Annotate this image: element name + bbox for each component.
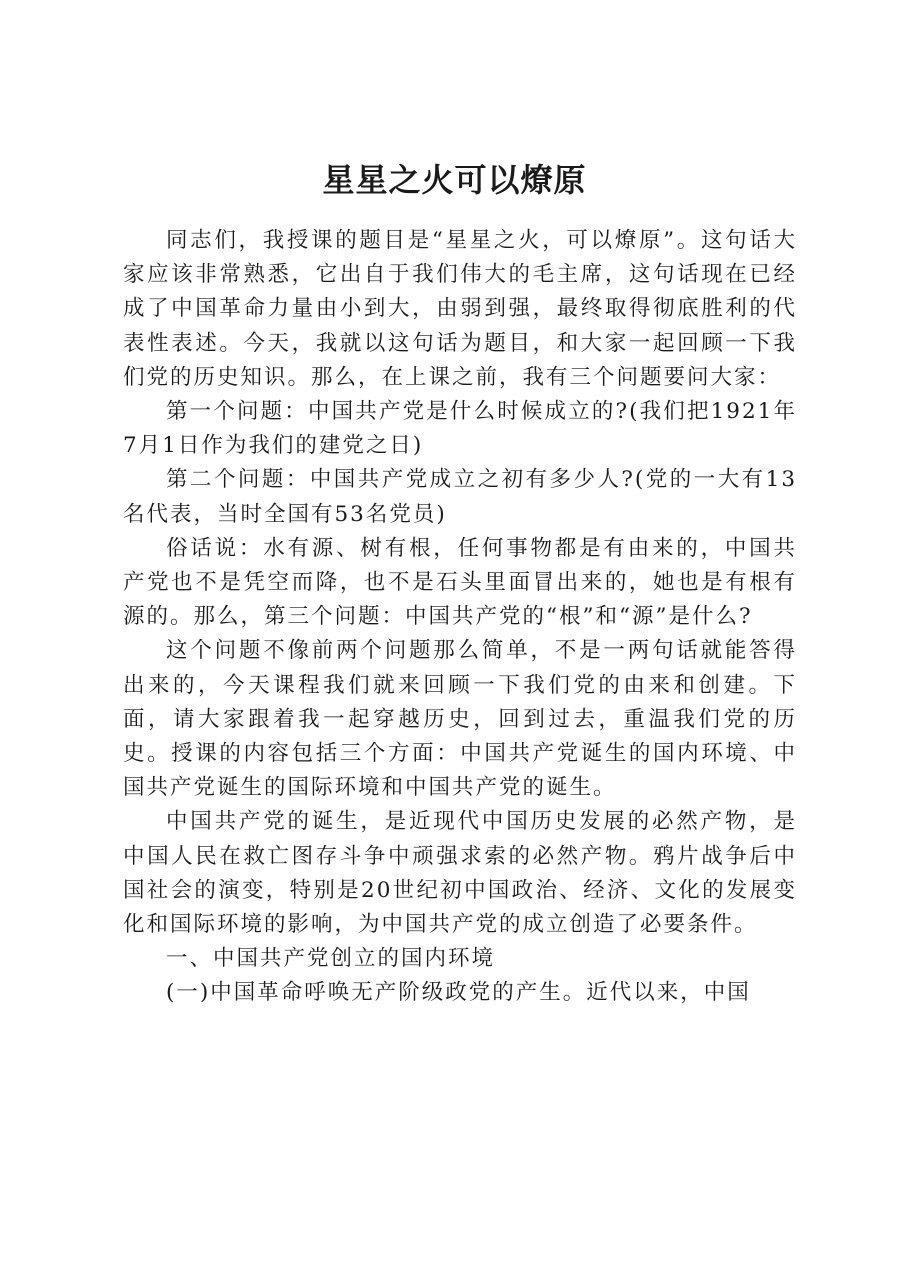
paragraph-intro: 同志们，我授课的题目是“星星之火，可以燎原”。这句话大家应该非常熟悉，它出自于我们伟大的毛主席，这句话现在已经成了中国革命力量由小到大，由弱到强，最终取得彻底胜利的代表性表述。今天，我就以这句话为题目，和大家一起回顾一下我们党的历史知识。那么，在上课之前，我有三个问题要问大家：	[123, 228, 797, 390]
subsection-paragraph-1: (一)中国革命呼唤无产阶级政党的产生。近代以来，中国	[166, 980, 751, 1006]
document-title: 星星之火可以燎原	[322, 161, 587, 199]
section-heading-domestic: 一、中国共产党创立的国内环境	[166, 946, 496, 972]
paragraph-question-3: 俗话说：水有源、树有根，任何事物都是有由来的，中国共产党也不是凭空而降，也不是石头里面冒出来的，她也是有根有源的。那么，第三个问题：中国共产党的“根”和“源”是什么?	[123, 535, 797, 630]
paragraph-course-outline: 这个问题不像前两个问题那么简单，不是一两句话就能答得出来的，今天课程我们就来回顾一下我们党的由来和创建。下面，请大家跟着我一起穿越历史，回到过去，重温我们党的历史。授课的内容包括三个方面：中国共产党诞生的国内环境、中国共产党诞生的国际环境和中国共产党的诞生。	[123, 638, 797, 801]
paragraph-party-birth: 中国共产党的诞生，是近现代中国历史发展的必然产物，是中国人民在救亡图存斗争中顽强求索的必然产物。鸦片战争后中国社会的演变，特别是20世纪初中国政治、经济、文化的发展变化和国际环境的影响，为中国共产党的成立创造了必要条件。	[123, 809, 797, 938]
document-body	[123, 224, 797, 1011]
paragraph-question-2: 第二个问题：中国共产党成立之初有多少人?(党的一大有13名代表，当时全国有53名党员)	[123, 467, 797, 527]
paragraph-question-1: 第一个问题：中国共产党是什么时候成立的?(我们把1921年7月1日作为我们的建党之日)	[123, 399, 797, 459]
